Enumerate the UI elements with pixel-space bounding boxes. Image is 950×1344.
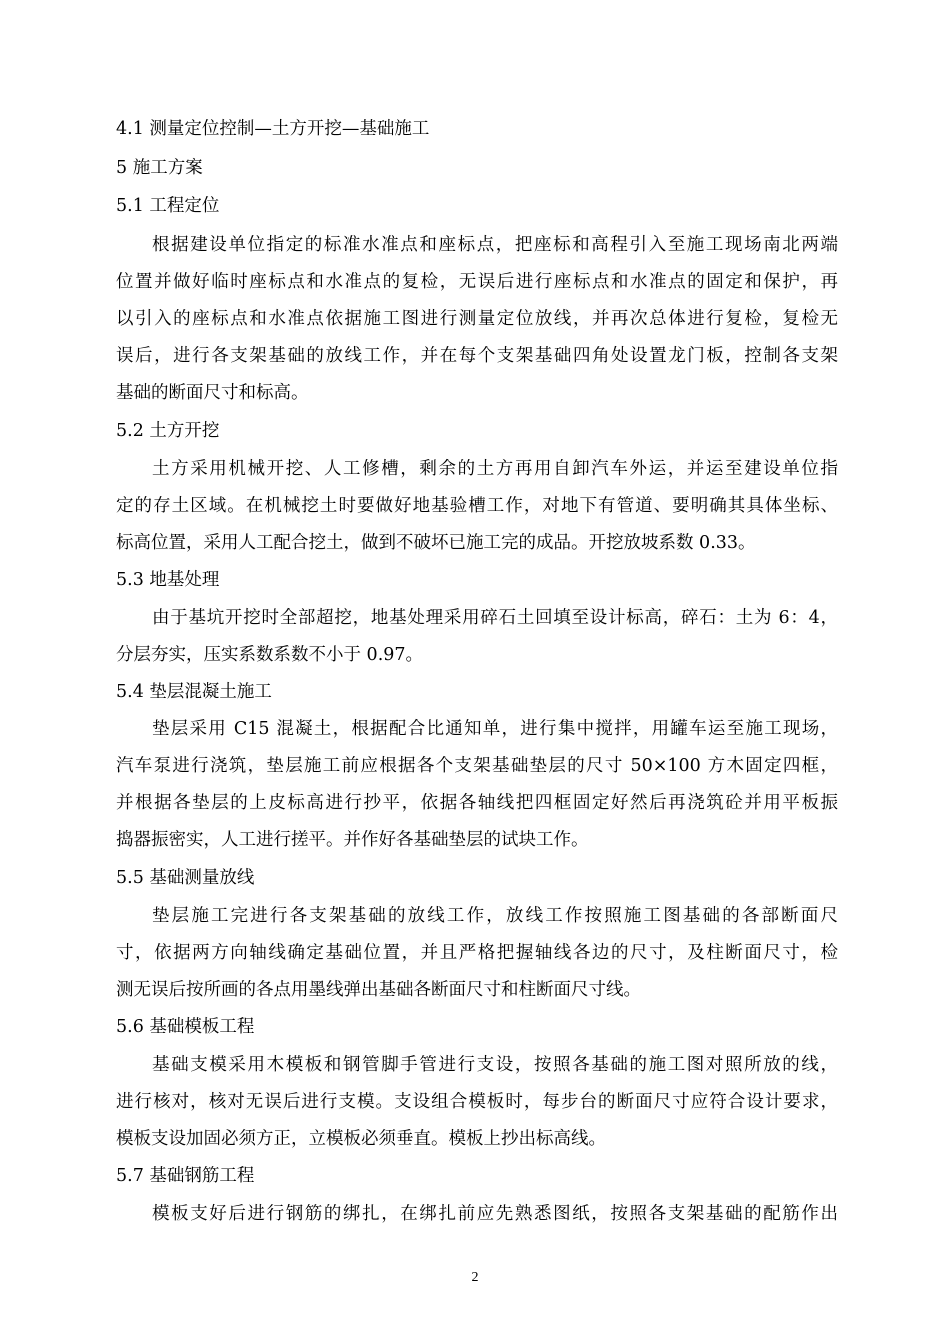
paragraph-line: 分层夯实，压实系数系数不小于 0.97。 <box>116 645 424 665</box>
heading-5-4: 5.4 垫层混凝土施工 <box>116 682 272 702</box>
paragraph-line: 以引入的座标点和水准点依据施工图进行测量定位放线，并再次总体进行复检，复检无 <box>116 309 838 329</box>
paragraph-line: 误后，进行各支架基础的放线工作，并在每个支架基础四角处设置龙门板，控制各支架 <box>116 346 838 366</box>
paragraph-line: 根据建设单位指定的标准水准点和座标点，把座标和高程引入至施工现场南北两端 <box>152 235 838 255</box>
paragraph-line: 垫层采用 C15 混凝土，根据配合比通知单，进行集中搅拌，用罐车运至施工现场， <box>152 719 838 739</box>
paragraph-line: 基础的断面尺寸和标高。 <box>116 383 309 403</box>
heading-5-1: 5.1 工程定位 <box>116 196 220 216</box>
paragraph-line: 基础支模采用木模板和钢管脚手管进行支设，按照各基础的施工图对照所放的线， <box>152 1055 838 1075</box>
paragraph-line: 定的存土区域。在机械挖土时要做好地基验槽工作，对地下有管道、要明确其具体坐标、 <box>116 496 838 516</box>
paragraph-line: 由于基坑开挖时全部超挖，地基处理采用碎石土回填至设计标高，碎石：土为 6：4， <box>152 608 838 628</box>
heading-5-5: 5.5 基础测量放线 <box>116 868 255 888</box>
heading-5-3: 5.3 地基处理 <box>116 570 220 590</box>
heading-5: 5 施工方案 <box>116 158 203 178</box>
paragraph-line: 模板支好后进行钢筋的绑扎，在绑扎前应先熟悉图纸，按照各支架基础的配筋作出 <box>152 1204 838 1224</box>
heading-5-7: 5.7 基础钢筋工程 <box>116 1166 255 1186</box>
page-number: 2 <box>471 1270 479 1285</box>
paragraph-line: 垫层施工完进行各支架基础的放线工作，放线工作按照施工图基础的各部断面尺 <box>152 906 838 926</box>
paragraph-line: 并根据各垫层的上皮标高进行抄平，依据各轴线把四框固定好然后再浇筑砼并用平板振 <box>116 793 838 813</box>
paragraph-line: 土方采用机械开挖、人工修槽，剩余的土方再用自卸汽车外运，并运至建设单位指 <box>152 459 838 479</box>
paragraph-line: 测无误后按所画的各点用墨线弹出基础各断面尺寸和柱断面尺寸线。 <box>116 980 641 1000</box>
heading-5-6: 5.6 基础模板工程 <box>116 1017 255 1037</box>
paragraph-line: 进行核对，核对无误后进行支模。支设组合模板时，每步台的断面尺寸应符合设计要求， <box>116 1092 838 1112</box>
paragraph-line: 汽车泵进行浇筑，垫层施工前应根据各个支架基础垫层的尺寸 50×100 方木固定四框， <box>116 756 838 776</box>
paragraph-line: 标高位置，采用人工配合挖土，做到不破坏已施工完的成品。开挖放坡系数 0.33。 <box>116 533 756 553</box>
heading-4-1: 4.1 测量定位控制—土方开挖—基础施工 <box>116 119 430 139</box>
paragraph-line: 寸，依据两方向轴线确定基础位置，并且严格把握轴线各边的尺寸，及柱断面尺寸，检 <box>116 943 838 963</box>
paragraph-line: 模板支设加固必须方正，立模板必须垂直。模板上抄出标高线。 <box>116 1129 606 1149</box>
paragraph-line: 捣器振密实，人工进行搓平。并作好各基础垫层的试块工作。 <box>116 830 589 850</box>
paragraph-line: 位置并做好临时座标点和水准点的复检，无误后进行座标点和水准点的固定和保护，再 <box>116 272 838 292</box>
heading-5-2: 5.2 土方开挖 <box>116 421 220 441</box>
